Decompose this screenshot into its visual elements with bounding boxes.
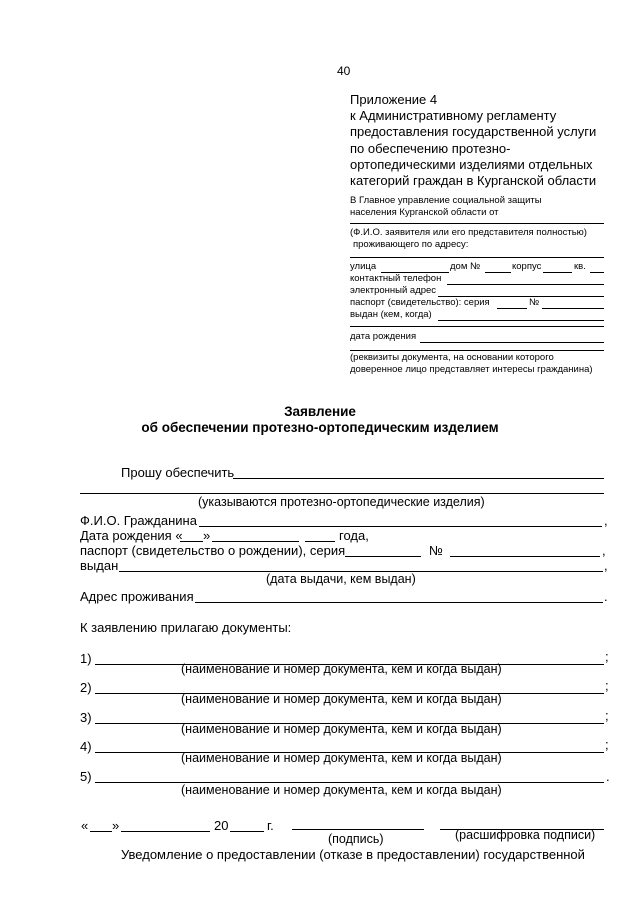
doc-end: ; bbox=[605, 649, 609, 664]
attachments-label: К заявлению прилагаю документы: bbox=[80, 620, 292, 635]
house-field bbox=[485, 272, 511, 273]
fio-field bbox=[199, 526, 602, 527]
doc-caption: (наименование и номер документа, кем и когда выдан) bbox=[181, 751, 502, 765]
passport-label: паспорт (свидетельство о рождении), серия bbox=[80, 543, 346, 558]
requisites-caption-2: доверенное лицо представляет интересы гражданина) bbox=[350, 364, 593, 375]
decode-caption: (расшифровка подписи) bbox=[455, 828, 596, 842]
date-close-quote: » bbox=[112, 818, 120, 833]
issued-label: выдан (кем, когда) bbox=[350, 309, 432, 320]
fio-caption: (Ф.И.О. заявителя или его представителя полностью) bbox=[350, 227, 587, 238]
doc-number: 5) bbox=[80, 769, 92, 784]
doc-number: 3) bbox=[80, 710, 92, 725]
passport-no-field bbox=[542, 308, 604, 309]
passport-no-field bbox=[450, 556, 600, 557]
address-caption: проживающего по адресу: bbox=[353, 239, 469, 250]
birthdate-label: дата рождения bbox=[350, 331, 417, 342]
addressee-line2: населения Курганской области от bbox=[350, 207, 499, 218]
dob-year-field bbox=[305, 541, 335, 542]
passport-no-label: № bbox=[429, 543, 443, 558]
phone-field bbox=[447, 284, 604, 285]
street-label: улица bbox=[350, 261, 377, 272]
issued-comma: , bbox=[604, 558, 608, 573]
house-label: дом № bbox=[450, 261, 481, 272]
issued-field bbox=[438, 320, 604, 321]
building-label: корпус bbox=[512, 261, 542, 272]
issued-field-2 bbox=[350, 326, 604, 327]
passport-series-field bbox=[497, 308, 527, 309]
request-label: Прошу обеспечить bbox=[121, 465, 235, 480]
dob-month-field bbox=[212, 541, 299, 542]
address-field bbox=[195, 602, 603, 603]
passport-series-field bbox=[345, 556, 421, 557]
address-label: Адрес проживания bbox=[80, 589, 194, 604]
doc-end: ; bbox=[605, 737, 609, 752]
requisites-caption-1: (реквизиты документа, на основании которого bbox=[350, 352, 554, 363]
passport-comma: , bbox=[602, 543, 606, 558]
address-period: . bbox=[604, 589, 608, 604]
date-year-field bbox=[230, 831, 264, 832]
doc-number: 4) bbox=[80, 739, 92, 754]
appendix-line: категорий граждан в Курганской области bbox=[350, 173, 597, 189]
email-label: электронный адрес bbox=[350, 285, 437, 296]
date-day-field bbox=[90, 831, 112, 832]
year-prefix: 20 bbox=[214, 818, 229, 833]
items-caption: (указываются протезно-ортопедические изделия) bbox=[198, 495, 485, 509]
fio-comma: , bbox=[604, 513, 608, 528]
year-label: года, bbox=[339, 528, 369, 543]
appendix-line: к Административному регламенту bbox=[350, 108, 557, 124]
doc-caption: (наименование и номер документа, кем и когда выдан) bbox=[181, 662, 502, 676]
birthdate-field bbox=[420, 342, 604, 343]
dob-close: » bbox=[203, 528, 211, 543]
signature-field bbox=[292, 829, 424, 830]
addressee-line1: В Главное управление социальной защиты bbox=[350, 195, 542, 206]
doc-number: 1) bbox=[80, 651, 92, 666]
phone-label: контактный телефон bbox=[350, 273, 442, 284]
document-title: Заявление bbox=[284, 404, 356, 419]
signature-caption: (подпись) bbox=[328, 832, 384, 846]
doc-caption: (наименование и номер документа, кем и когда выдан) bbox=[181, 722, 502, 736]
appendix-line: ортопедическими изделиями отдельных bbox=[350, 156, 593, 172]
address-line bbox=[350, 257, 604, 258]
doc-end: . bbox=[606, 769, 610, 784]
date-month-field bbox=[121, 831, 210, 832]
issued-caption: (дата выдачи, кем выдан) bbox=[266, 572, 416, 586]
appendix-line: по обеспечению протезно- bbox=[350, 140, 511, 156]
request-field-2 bbox=[80, 493, 604, 494]
appendix-header bbox=[350, 92, 630, 189]
doc-end: ; bbox=[605, 708, 609, 723]
page-number: 40 bbox=[337, 64, 351, 78]
apt-label: кв. bbox=[574, 261, 586, 272]
appendix-line: Приложение 4 bbox=[350, 92, 438, 107]
fio-label: Ф.И.О. Гражданина bbox=[80, 513, 197, 528]
issued-label: выдан bbox=[80, 558, 119, 573]
doc-caption: (наименование и номер документа, кем и когда выдан) bbox=[181, 783, 502, 797]
apt-field bbox=[590, 272, 604, 273]
notice-text: Уведомление о предоставлении (отказе в предоставлении) государственной bbox=[121, 847, 585, 862]
dob-day-field bbox=[180, 541, 203, 542]
building-field bbox=[543, 272, 572, 273]
doc-number: 2) bbox=[80, 680, 92, 695]
request-field bbox=[233, 478, 604, 479]
doc-end: ; bbox=[605, 678, 609, 693]
applicant-name-line bbox=[350, 223, 604, 224]
doc-caption: (наименование и номер документа, кем и когда выдан) bbox=[181, 692, 502, 706]
passport-no-label: № bbox=[529, 297, 540, 308]
document-subtitle: об обеспечении протезно-ортопедическим изделием bbox=[141, 420, 499, 435]
passport-label: паспорт (свидетельство): серия bbox=[350, 297, 490, 308]
date-open-quote: « bbox=[81, 818, 89, 833]
dob-label: Дата рождения « bbox=[80, 528, 183, 543]
appendix-line: предоставления государственной услуги bbox=[350, 124, 597, 140]
year-suffix: г. bbox=[267, 818, 274, 833]
requisites-line bbox=[350, 350, 604, 351]
